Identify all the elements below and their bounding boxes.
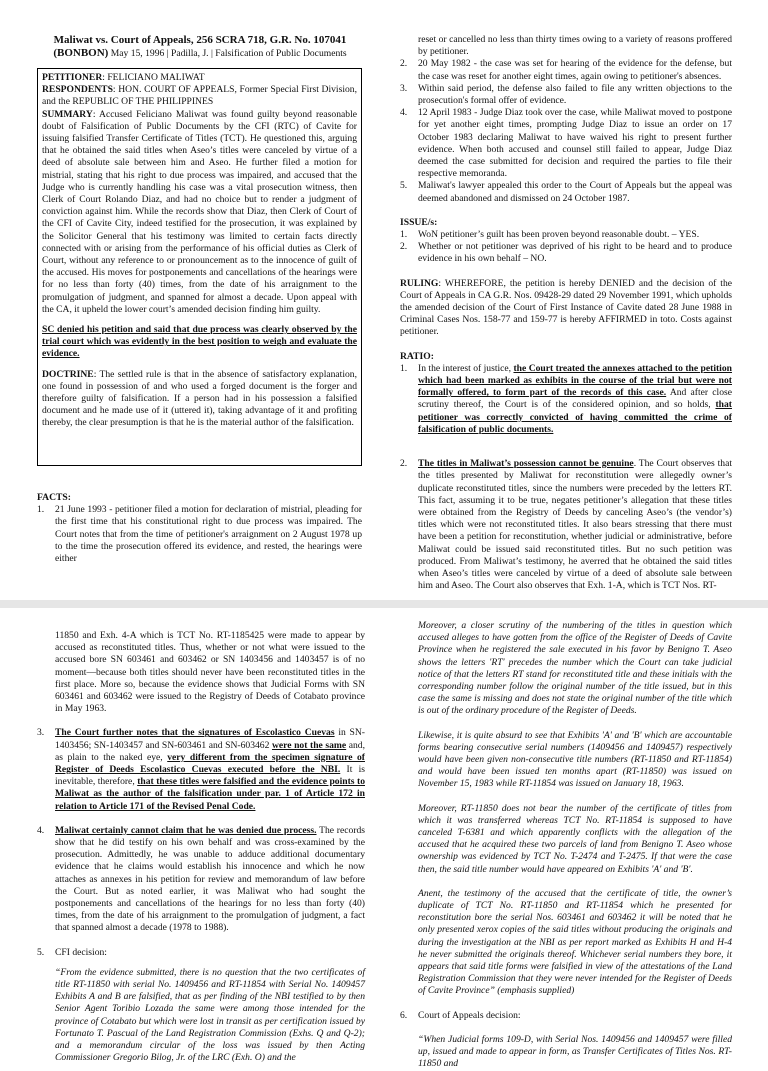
list-number: 3.	[400, 82, 408, 94]
list-item-text: Maliwat's lawyer appealed this order to the Court of Appeals but the appeal was deemed abandoned and dismissed on 24 October 1987.	[418, 180, 732, 204]
list-item	[400, 83, 732, 107]
list-item	[400, 363, 732, 436]
facts-section	[37, 492, 362, 565]
list-item-text: 21 June 1993 - petitioner filed a motion for declaration of mistrial, pleading for the first time that his constitutional right to due process was impaired. The Court notes that from the time of petitioner's arraignment on 2 August 1978 up to the time the prosecution offered its evidence, and rested, the hearings were either	[55, 504, 362, 565]
list-item	[400, 229, 732, 241]
list-number: 4.	[400, 107, 408, 119]
quote-paragraph-3: Moreover, RT-11850 does not bear the number of the certificate of titles from which it was transferred whereas TCT No. RT-11854 is supposed to have canceled T-6381 and which apparently conflicts with the allegation of the accused that he acquired these two parcels of land from Benigno T. Aseo whose ownership was evidenced by TCT No. T-2474 and T-2475. If that were the case then, the said title number would have appeared on Exhibits 'A' and 'B'.	[418, 802, 732, 875]
case-title-line2	[36, 47, 364, 60]
list-item-text: Whether or not petitioner was deprived of his right to be heard and to produce evidence in his own behalf – NO.	[418, 241, 732, 265]
list-item	[37, 504, 362, 565]
list-item-text: 20 May 1982 - the case was set for hearing of the evidence for the defense, but the case was reset for another eight times, again owing to petitioner's absences.	[418, 58, 732, 82]
respondents-value: : HON. COURT OF APPEALS, Former Special First Division, and the REPUBLIC OF THE PHILIPPINES	[42, 84, 357, 108]
ratio2-text-b: . The Court observes that the titles presented by Maliwat for reconstitution were allegedly owner’s duplicate reconstituted titles, since the numbers were preceded by the letters RT. This fact, assuming it to be true, negates petitioner’s allegation that these titles were obtained from the Registry of Deeds by canceling Aseo’s (the vendor’s) titles which were not reconstituted titles. It also bears stressing that there must have been a petition for reconstitution, whether judicial or administrative, before Maliwat could be issued said reconstituted titles. But no such petition was produced. From Maliwat’s testimony, he averred that he obtained the said titles when Aseo’s titles were canceled by virtue of a deed of absolute sale between him and Aseo. The Court also observes that Exh. 1-A, which is TCT Nos. RT-	[418, 458, 732, 592]
ratio1-emphasis-d: that petitioner was correctly convicted of having committed the crime of falsification of public documents.	[418, 399, 732, 435]
case-title-line1: Maliwat vs. Court of Appeals, 256 SCRA 718, G.R. No. 107041	[53, 34, 347, 46]
doctrine-label: DOCTRINE	[42, 368, 94, 380]
right-column-page1	[400, 34, 732, 592]
quote-paragraph-4: Anent, the testimony of the accused that the certificate of title, the owner’s duplicate of TCT No. RT-11850 and RT-11854 which he presented for reconstitution bore the serial Nos. 603461 and 603462 it will be noted that he only presented xerox copies of the said titles without producing the originals and during the investigation at the NBI as per report marked as Exhibits H and H-4 he never submitted the originals thereof. Whichever serial numbers they bore, it appears that said title forms were falsified in view of the attestations of the Land Registration Commission that they were never intended for the Register of Deeds of Cavite Province” (emphasis supplied)	[418, 887, 732, 997]
item3-emphasis-c: were not the same	[271, 739, 347, 751]
item5-label: CFI decision:	[55, 946, 107, 958]
list-number: 6.	[400, 1009, 408, 1021]
document-page-2	[0, 608, 768, 1070]
ruling-label: RULING	[400, 277, 439, 289]
item3-emphasis-a: The Court further notes that the signatures of Escolastico Cuevas	[55, 727, 335, 739]
case-nickname: (BONBON)	[53, 47, 109, 59]
list-item	[37, 947, 365, 959]
list-number: 2.	[400, 241, 408, 253]
ratio-heading: RATIO:	[400, 350, 434, 362]
respondents-label: RESPONDENTS	[42, 84, 113, 96]
list-item	[400, 458, 732, 592]
left-column-page2	[37, 630, 365, 1065]
item3-text-d: and, as plain to the naked eye,	[55, 739, 366, 763]
list-number: 4.	[37, 824, 45, 836]
list-item	[400, 241, 732, 265]
item4-text-b: The records show that he did testify on his own behalf and was cross-examined by the prosecution. Admittedly, he was unable to adduce additional documentary evidence that he claims would establish his innocence and which he now attaches as annexes in his petition for review and memorandum of law before the Court. But as noted earlier, it was Maliwat who had sought the postponements and cancellations of the hearings for no less than forty (40) times, from the date of his arraignment to the promulgation of judgment, a fact that spanned almost a decade (1978 to 1988).	[55, 824, 365, 934]
case-date-ponente: May 15, 1996 | Padilla, J. | Falsification of Public Documents	[108, 48, 347, 59]
item6-label: Court of Appeals decision:	[418, 1009, 521, 1021]
case-summary-box	[37, 68, 362, 466]
list-item	[400, 107, 732, 180]
list-item-text: 12 April 1983 - Judge Diaz took over the case, while Maliwat moved to postpone for yet another eight times, prompting Judge Diaz to issue an order on 17 October 1983 declaring Maliwat to have waived his right to present further evidence. When both accused and counsel still failed to appear, Judge Diaz deemed the case submitted for decision and required the parties to file their respective memoranda.	[418, 107, 732, 180]
issues-label: ISSUE/s	[400, 216, 435, 228]
list-number: 1.	[400, 229, 408, 241]
facts-list-continued	[400, 58, 732, 204]
ratio1-emphasis-b: the Court treated the annexes attached to the petition which had been marked as exhibits in the course of the trial but were not formally offered, to form part of the records of this case.	[418, 362, 732, 399]
list-number: 2.	[400, 458, 408, 470]
list-item	[400, 180, 732, 204]
issues-list	[400, 229, 732, 266]
quote-paragraph-1: Moreover, a closer scrutiny of the numbering of the titles in question which accused alleges to have gotten from the office of the Register of Deeds of Cavite Province when he registered the sale executed in his favor by Benigno T. Aseo shows the letters 'RT' precedes the number which the Court can take judicial notice of that the letters RT stand for reconstituted title and these initials with the corresponding number follow the original number of the title issued, but in this case the same is missing and does not state the original number of the title which is out of the ordinary procedure of the Register of Deeds.	[418, 620, 732, 717]
ruling-paragraph	[400, 278, 732, 339]
list-item	[37, 825, 365, 935]
sc-ruling-summary: SC denied his petition and said that due process was clearly observed by the trial court which was evidently in the best position to weigh and evaluate the evidence.	[42, 324, 357, 360]
list-item-text: Within said period, the defense also failed to file any written objections to the prosecution's formal offer of evidence.	[418, 82, 732, 107]
facts-heading: FACTS:	[37, 492, 71, 503]
facts-label: FACTS	[37, 492, 68, 503]
summary-text: : Accused Feliciano Maliwat was found guilty beyond reasonable doubt of Falsification of Public Documents by the CFI (RTC) of Cavite for issuing falsified Transfer Certificate of Titles (TCT). He questioned this, arguing that he obtained the said titles when Aseo’s titles were canceled by virtue of a deed of absolute sale between him and Aseo. He further filed a motion for mistrial, stating that his right to due process was impaired, and accused that the Judge who is currently handling his case was a vital prosecution witness, then Clerk of Court Rolando Diaz, and had no choice but to render a judgment of conviction against him. While the records show that Diaz, then Clerk of Court of the CFI of Cavite City, indeed testified for the prosecution, it was explained by the Solicitor General that his testimony was limited to certain facts directly connected with or arising from the performance of his official duties as Clerk of Court, without any reference to or pronouncement as to the innocence of guilt of the accused. His moves for postponements and cancellations of the hearings were for no less than forty (40) times, from the date of his arraignment to the promulgation of judgment, and spanned for almost a decade. Upon appeal with the CA, it upheld the lower court’s amended decision finding him guilty.	[42, 108, 357, 315]
ratio1-text-c: And after close scrutiny thereof, the Court is of the considered opinion, and so holds,	[418, 387, 732, 411]
list-number: 1.	[400, 362, 408, 374]
list-number: 1.	[37, 504, 45, 516]
list-number: 3.	[37, 727, 45, 739]
petitioner-value: : FELICIANO MALIWAT	[102, 72, 205, 83]
ratio-list-continued	[37, 727, 365, 958]
petitioner-label: PETITIONER	[42, 72, 103, 83]
right-column-page2	[400, 620, 732, 1071]
summary-paragraph	[42, 109, 357, 316]
ratio1-text-a: In the interest of justice,	[418, 362, 514, 374]
item3-emphasis-g: that these titles were falsified and the evidence points to Maliwat as the author of the falsification under par. 1 of Article 172 in relation to Article 171 of the Revised Penal Code.	[55, 776, 365, 812]
summary-label: SUMMARY	[42, 108, 93, 120]
item3-text-b: in SN-1403456; SN-1403457 and SN-603461 and SN-603462	[55, 727, 365, 751]
facts-list	[37, 504, 362, 565]
ruling-text: : WHEREFORE, the petition is hereby DENIED and the decision of the Court of Appeals in CA G.R. Nos. 09428-29 dated 29 November 1991, which upholds the amended decision of the Court of First Instance of Cavite dated 28 June 1988 in Criminal Cases Nos. 158-77 and 159-77 is hereby AFFIRMED in toto. Costs against petitioner.	[400, 277, 732, 338]
case-title	[36, 34, 364, 60]
item3-text-f: It is inevitable, therefore,	[55, 764, 365, 788]
issues-heading: ISSUE/s:	[400, 216, 438, 228]
ratio-label: RATIO	[400, 350, 431, 362]
doctrine-paragraph	[42, 369, 357, 430]
list-number: 2.	[400, 58, 408, 70]
petitioner-line	[42, 72, 357, 84]
doctrine-text: : The settled rule is that in the absence of satisfactory explanation, one found in possession of and who used a forged document is the forger and therefore guilty of falsification. If a person had in his possession a falsified document and he made use of it (uttered it), taking advantage of it and profiting thereby, the clear presumption is that he is the material author of the falsification.	[42, 368, 357, 429]
list-item-text: WoN petitioner’s guilt has been proven beyond reasonable doubt. – YES.	[418, 229, 700, 241]
fact1-continuation: reset or cancelled no less than thirty times owing to a variety of reasons proffered by petitioner.	[418, 34, 732, 58]
item3-emphasis-e: very different from the specimen signature of Register of Deeds Escolastico Cuevas executed before the NBI.	[55, 751, 365, 776]
item4-emphasis-a: Maliwat certainly cannot claim that he was denied due process.	[55, 824, 317, 836]
ratio2-emphasis-a: The titles in Maliwat’s possession cannot be genuine	[418, 458, 634, 470]
ratio-list	[400, 363, 732, 592]
ca-decision-item	[400, 1010, 714, 1022]
quote-paragraph-2: Likewise, it is quite absurd to see that Exhibits 'A' and 'B' which are accountable forms bearing consecutive serial numbers (1409456 and 1409457) respectively would have been given non-consecutive title numbers (RT-11850 and RT-11854) and would have been issued ten months apart (RT-11850) was issued on November 15, 1983 while RT-11854 was issued on January 18, 1963.	[418, 729, 732, 790]
list-number: 5.	[400, 180, 408, 192]
respondents-line	[42, 84, 357, 108]
cfi-decision-quote: “From the evidence submitted, there is no question that the two certificates of title RT-11850 with serial No. 1409456 and RT-11854 with Serial No. 1409457 Exhibits A and B are falsified, that as per finding of the NBI testified to by then Senior Agent Toribio Lozada the same were among those intended for the province of Cotabato but which were lost in transit as per certification issued by Fortunato T. Pascual of the Land Registration Commission (Exhs. Q and Q-2); and a memorandum circular of the loss was issued by then Acting Commissioner Gregorio Bilog, Jr. of the LRC (Exh. O) and the	[55, 966, 365, 1064]
list-item	[400, 58, 732, 82]
ca-decision-quote: “When Judicial forms 109-D, with Serial Nos. 1409456 and 1409457 were filled up, issued and made to appear in form, as Transfer Certificates of Titles Nos. RT-11850 and	[418, 1033, 732, 1070]
list-number: 5.	[37, 946, 45, 958]
list-item	[37, 727, 365, 812]
ratio2-continuation: 11850 and Exh. 4-A which is TCT No. RT-1185425 were made to appear by accused as reconstituted titles. Thus, whether or not what were issued to the accused bore SN 603461 and 603462 or SN 1403456 and 1403457 is of no moment—because both titles should never have been reconstituted titles in the first place. More so, because the evidence shows that Judicial Forms with SN 603461 and 603462 were issued to the Registry of Deeds of Cotabato province in May 1963.	[55, 630, 365, 715]
page-separator	[0, 600, 768, 608]
